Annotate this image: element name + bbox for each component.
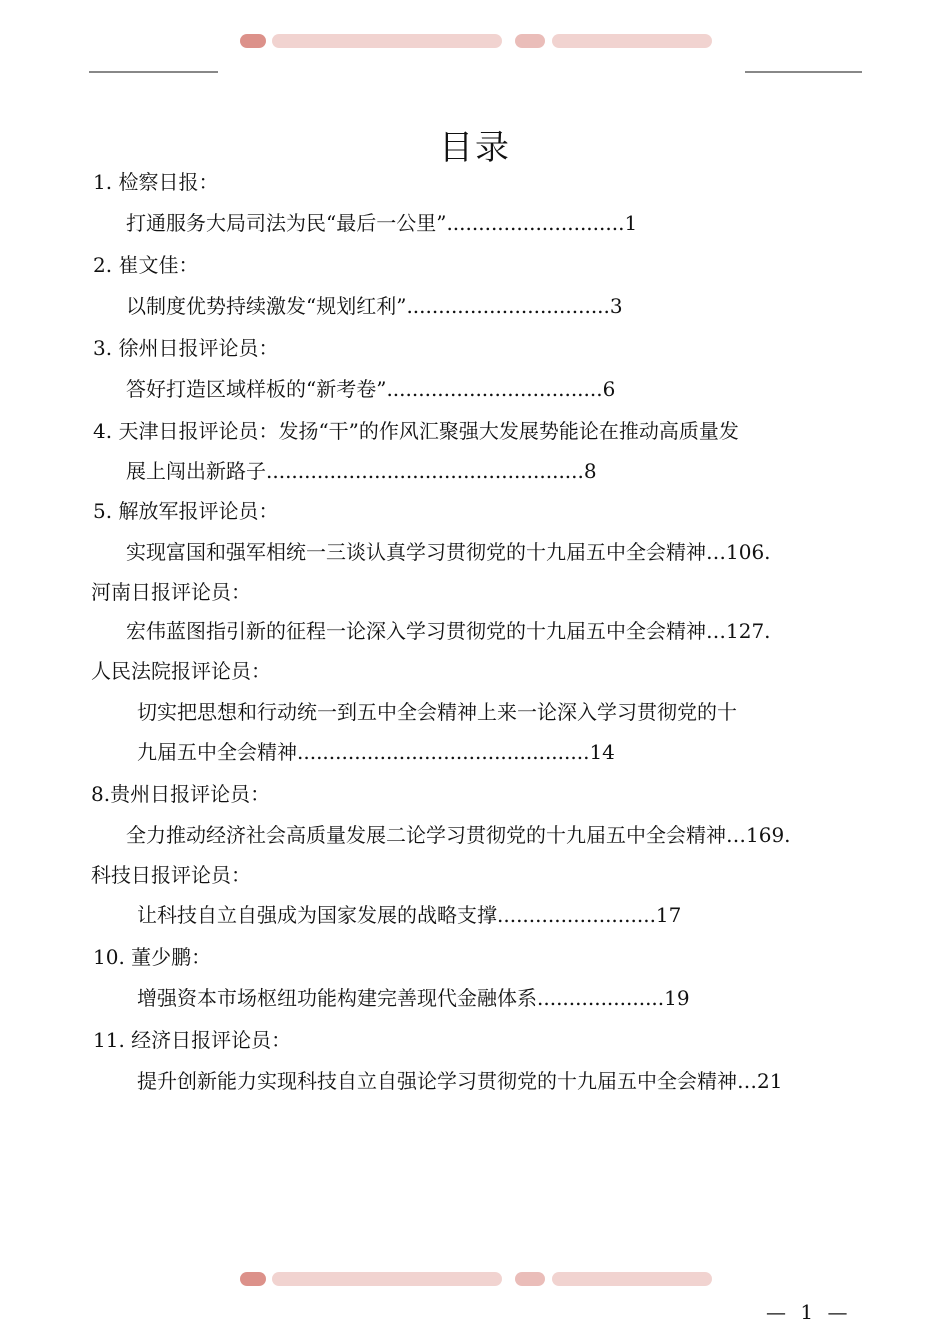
header-rule-left xyxy=(89,71,218,73)
watermark-text-2 xyxy=(515,34,545,48)
toc-line: 切实把思想和行动统一到五中全会精神上来一论深入学习贯彻党的十 xyxy=(137,700,737,724)
toc-line: 5. 解放军报评论员： xyxy=(93,499,279,523)
footer-watermark-logo xyxy=(240,1268,720,1290)
toc-line: 让科技自立自强成为国家发展的战略支撑.........................17 xyxy=(137,903,682,927)
watermark-text-2 xyxy=(515,1272,545,1286)
toc-line: 1. 检察日报： xyxy=(93,170,219,194)
toc-line: 科技日报评论员： xyxy=(91,863,251,887)
toc-line: 人民法院报评论员： xyxy=(91,659,271,683)
toc-line: 4. 天津日报评论员：发扬“干”的作风汇聚强大发展势能论在推动高质量发 xyxy=(93,419,739,443)
toc-line: 河南日报评论员： xyxy=(91,580,251,604)
toc-line: 展上闯出新路子..................................................8 xyxy=(126,459,597,483)
toc-line: 九届五中全会精神..............................................14 xyxy=(137,740,615,764)
watermark-text-1 xyxy=(272,1272,502,1286)
toc-line: 3. 徐州日报评论员： xyxy=(93,336,279,360)
page-number: — 1 — xyxy=(766,1300,852,1324)
toc-line: 以制度优势持续激发“规划红利”................................3 xyxy=(126,294,623,318)
toc-line: 8.贵州日报评论员： xyxy=(91,782,271,806)
watermark-mark xyxy=(240,34,266,48)
toc-line: 全力推动经济社会高质量发展二论学习贯彻党的十九届五中全会精神…169. xyxy=(126,823,791,847)
toc-line: 宏伟蓝图指引新的征程一论深入学习贯彻党的十九届五中全会精神…127. xyxy=(126,619,771,643)
watermark-text-3 xyxy=(552,1272,712,1286)
toc-line: 提升创新能力实现科技自立自强论学习贯彻党的十九届五中全会精神…21 xyxy=(137,1069,783,1093)
toc-line: 11. 经济日报评论员： xyxy=(93,1028,292,1052)
toc-line: 实现富国和强军相统一三谈认真学习贯彻党的十九届五中全会精神…106. xyxy=(126,540,771,564)
watermark-text-3 xyxy=(552,34,712,48)
header-rule-right xyxy=(745,71,862,73)
watermark-mark xyxy=(240,1272,266,1286)
toc-line: 打通服务大局司法为民“最后一公里”............................1 xyxy=(126,211,638,235)
watermark-text-1 xyxy=(272,34,502,48)
toc-line: 答好打造区域样板的“新考卷”..................................6 xyxy=(126,377,616,401)
page-title: 目录 xyxy=(439,128,511,168)
toc-line: 增强资本市场枢纽功能构建完善现代金融体系....................19 xyxy=(137,986,690,1010)
header-watermark-logo xyxy=(240,30,720,52)
toc-line: 10. 董少鹏： xyxy=(93,945,212,969)
toc-line: 2. 崔文佳： xyxy=(93,253,199,277)
